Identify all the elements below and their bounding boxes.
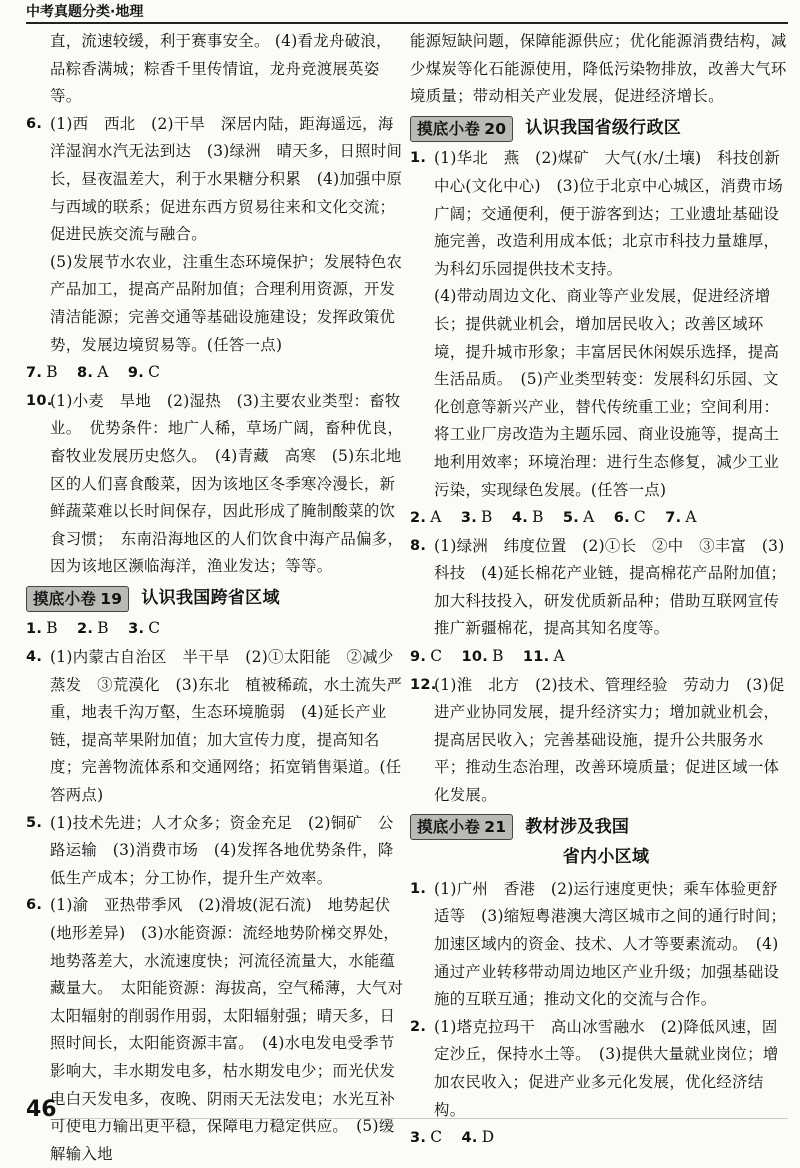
- section-title: 认识我国省级行政区: [525, 117, 682, 138]
- choice-answer: B: [46, 363, 58, 382]
- section-title: 教材涉及我国: [525, 816, 630, 837]
- choice-answer: A: [553, 647, 565, 666]
- page-header: [0, 0, 800, 24]
- choice-answer: C: [430, 647, 443, 666]
- section-header-21: [410, 814, 788, 842]
- item-number: 2.: [410, 510, 427, 527]
- header-rule: [26, 22, 788, 24]
- left-column: [26, 28, 404, 1168]
- right-column: [410, 28, 788, 1153]
- answer-text: (1)西 西北 (2)干旱 深居内陆，距海遥远，海洋湿润水汽无法到达 (3)绿洲 晴天多，日照时间长，昼夜温差大，利于水果糖分积累 (4)加强中原与西域的联系；促进东西方贸易往来和文化交流；促进民族交流与融合。: [50, 114, 403, 244]
- item-number: 6.: [26, 897, 43, 914]
- answer-item: [410, 672, 788, 810]
- answer-text: (1)内蒙古自治区 半干旱 (2)①太阳能 ②减少蒸发 ③荒漠化 (3)东北 植被稀疏，水土流失严重，地表千沟万壑，生态环境脆弱 (4)延长产业链，提高苹果附加值；加大宣传力度，提高知名度；完善物流体系和交通网络；拓宽销售渠道。(任答两点): [50, 648, 403, 805]
- section-number: 21: [484, 818, 507, 837]
- choice-answer: B: [46, 619, 58, 638]
- choice-answer: C: [633, 508, 646, 527]
- item-number: 11.: [522, 649, 550, 666]
- choice-answer: C: [430, 1128, 443, 1147]
- item-number: 9.: [127, 365, 145, 382]
- answer-item: [410, 876, 788, 1014]
- answer-text: (1)小麦 旱地 (2)湿热 (3)主要农业类型：畜牧业。 优势条件：地广人稀，草场广阔，畜种优良，畜牧业发展历史悠久。 (4)青藏 高寒 (5)东北地区的人们喜食酸菜，因为该地区冬季寒冷漫长，新鲜蔬菜难以长时间保存，因此形成了腌制酸菜的饮食习惯； 东南沿海地区的人们饮食中海产品偏多，因为该地区濒临海洋，渔业发达；等等。: [50, 391, 404, 576]
- section-header-19: [26, 585, 404, 613]
- item-number: 9.: [410, 649, 427, 666]
- choice-answer: D: [481, 1128, 495, 1147]
- item-number: 12.: [410, 676, 437, 693]
- answer-item: [26, 111, 404, 359]
- item-number: 1.: [410, 150, 427, 167]
- answer-item: [26, 388, 404, 581]
- choice-answer: A: [583, 508, 595, 527]
- choice-answers: [410, 1124, 788, 1153]
- item-number: 7.: [26, 365, 43, 382]
- section-tag: 摸底小卷 21: [410, 814, 513, 840]
- choice-answer: B: [492, 647, 504, 666]
- answer-text: (1)塔克拉玛干 高山冰雪融水 (2)降低风速，固定沙丘，保持水土等。 (3)提供大量就业岗位；增加农民收入；促进产业多元化发展，优化经济结构。: [434, 1017, 779, 1119]
- choice-answer: A: [430, 508, 442, 527]
- item-number: 6.: [613, 510, 630, 527]
- answer-text: (1)技术先进；人才众多；资金充足 (2)铜矿 公路运输 (3)消费市场 (4)发挥各地优势条件，降低生产成本；分工协作，提升生产效率。: [50, 813, 394, 887]
- item-number: 8.: [77, 365, 94, 382]
- choice-answer: C: [148, 363, 161, 382]
- answer-item: [410, 1014, 788, 1124]
- choice-answer: B: [481, 508, 493, 527]
- answer-text: (4)带动周边文化、商业等产业发展，促进经济增长；提供就业机会，增加居民收入；改善区域环境，提升城市形象；丰富居民休闲娱乐选择，提高生活品质。 (5)产业类型转变：发展科幻乐园、文化创意等新兴产业，替代传统重工业；空间利用：将工业厂房改造为主题乐园、商业设施等，提高土地利用效率；环境治理：进行生态修复，减少工业污染，实现绿色发展。(任答一点): [434, 287, 780, 499]
- answer-item: [410, 145, 788, 504]
- answer-text: (5)发展节水农业，注重生态环境保护；发展特色农产品加工，提高产品附加值；合理利用资源，开发清洁能源；完善交通等基础设施建设；发挥政策优势，发展边境贸易等。(任答一点): [50, 252, 403, 354]
- answer-item: [26, 810, 404, 893]
- item-number: 4.: [26, 649, 43, 666]
- choice-answers: [410, 643, 788, 672]
- answer-item: [26, 644, 404, 810]
- footer-rule: [60, 1118, 788, 1119]
- section-header-20: [410, 115, 788, 143]
- section-number: 19: [100, 589, 123, 608]
- item-number: 5.: [26, 814, 43, 831]
- item-number: 5.: [562, 510, 580, 527]
- section-tag: 摸底小卷 19: [26, 586, 129, 612]
- answer-item: [410, 533, 788, 643]
- item-number: 8.: [410, 537, 427, 554]
- item-number: 3.: [410, 1130, 427, 1147]
- choice-answers: [410, 504, 788, 533]
- item-number: 6.: [26, 115, 43, 132]
- item-number: 7.: [665, 510, 682, 527]
- choice-answers: [26, 359, 404, 388]
- item-number: 4.: [461, 1130, 478, 1147]
- choice-answer: B: [97, 619, 109, 638]
- section-title: 认识我国跨省区域: [141, 587, 280, 608]
- item-number: 1.: [26, 621, 43, 638]
- item-number: 1.: [410, 880, 427, 897]
- choice-answer: B: [532, 508, 544, 527]
- choice-answers: [26, 615, 404, 644]
- answer-item: [26, 892, 404, 1168]
- choice-answer: A: [685, 508, 697, 527]
- item-number: 2.: [410, 1018, 427, 1035]
- item-number: 4.: [511, 510, 529, 527]
- choice-answer: C: [148, 619, 161, 638]
- item-number: 2.: [77, 621, 94, 638]
- item-number: 3.: [460, 510, 478, 527]
- choice-answer: A: [97, 363, 109, 382]
- header-title: 中考真题分类·地理: [26, 4, 144, 20]
- answer-text: (1)绿洲 纬度位置 (2)①长 ②中 ③丰富 (3)科技 (4)延长棉花产业链，提高棉花产品附加值；加大科技投入，研发优质新品种；借助互联网宣传推广新疆棉花，提高其知名度等。: [434, 536, 787, 638]
- answer-continuation: 能源短缺问题，保障能源供应；优化能源消费结构，减少煤炭等化石能源使用，降低污染物排放，改善大气环境质量；带动相关产业发展，促进经济增长。: [410, 32, 787, 106]
- section-number: 20: [484, 119, 507, 138]
- answer-text: (1)华北 燕 (2)煤矿 大气(水/土壤) 科技创新中心(文化中心) (3)位于北京中心城区，消费市场广阔；交通便利，便于游客到达；工业遗址基础设施完善，改造利用成本低；北京市科技力量雄厚，为科幻乐园提供技术支持。: [434, 149, 784, 278]
- section-tag: 摸底小卷 20: [410, 116, 513, 142]
- item-number: 10.: [26, 392, 53, 409]
- item-number: 3.: [128, 621, 145, 638]
- section-title-line2: 省内小区域: [562, 847, 650, 868]
- prev-answer-continuation: 直，流速较缓，利于赛事安全。 (4)看龙舟破浪，品粽香满城；粽香千里传情谊，龙舟竞渡展英姿等。: [50, 32, 392, 106]
- answer-text: (1)渝 亚热带季风 (2)滑坡(泥石流) 地势起伏(地形差异) (3)水能资源：流经地势阶梯交界处，地势落差大，水流速度快；河流径流量大，水能蕴藏量大。 太阳能资源：海拔高，空气稀薄，大气对太阳辐射的削弱作用弱，太阳辐射强；晴天多，日照时间长，太阳能资源丰富。 (4)水电发电受季节影响大，丰水期发电多，枯水期发电少；而光伏发电白天发电多，夜晚、阴雨天无法发电；水光互补可使电力输出更平稳，保障电力稳定供应。 (5)缓解输入地: [50, 896, 404, 1163]
- answer-text: (1)广州 香港 (2)运行速度更快；乘车体验更舒适等 (3)缩短粤港澳大湾区城市之间的通行时间；加速区域内的资金、技术、人才等要素流动。 (4)通过产业转移带动周边地区产业升级；加强基础设施的互联互通；推动文化的交流与合作。: [434, 879, 787, 1009]
- page-number: 46: [26, 1097, 57, 1122]
- answer-text: (1)淮 北方 (2)技术、管理经验 劳动力 (3)促进产业协同发展，提升经济实力；增加就业机会，提高居民收入；完善基础设施，提升公共服务水平；推动生态治理，改善环境质量；促进区域一体化发展。: [434, 675, 785, 805]
- item-number: 10.: [461, 649, 489, 666]
